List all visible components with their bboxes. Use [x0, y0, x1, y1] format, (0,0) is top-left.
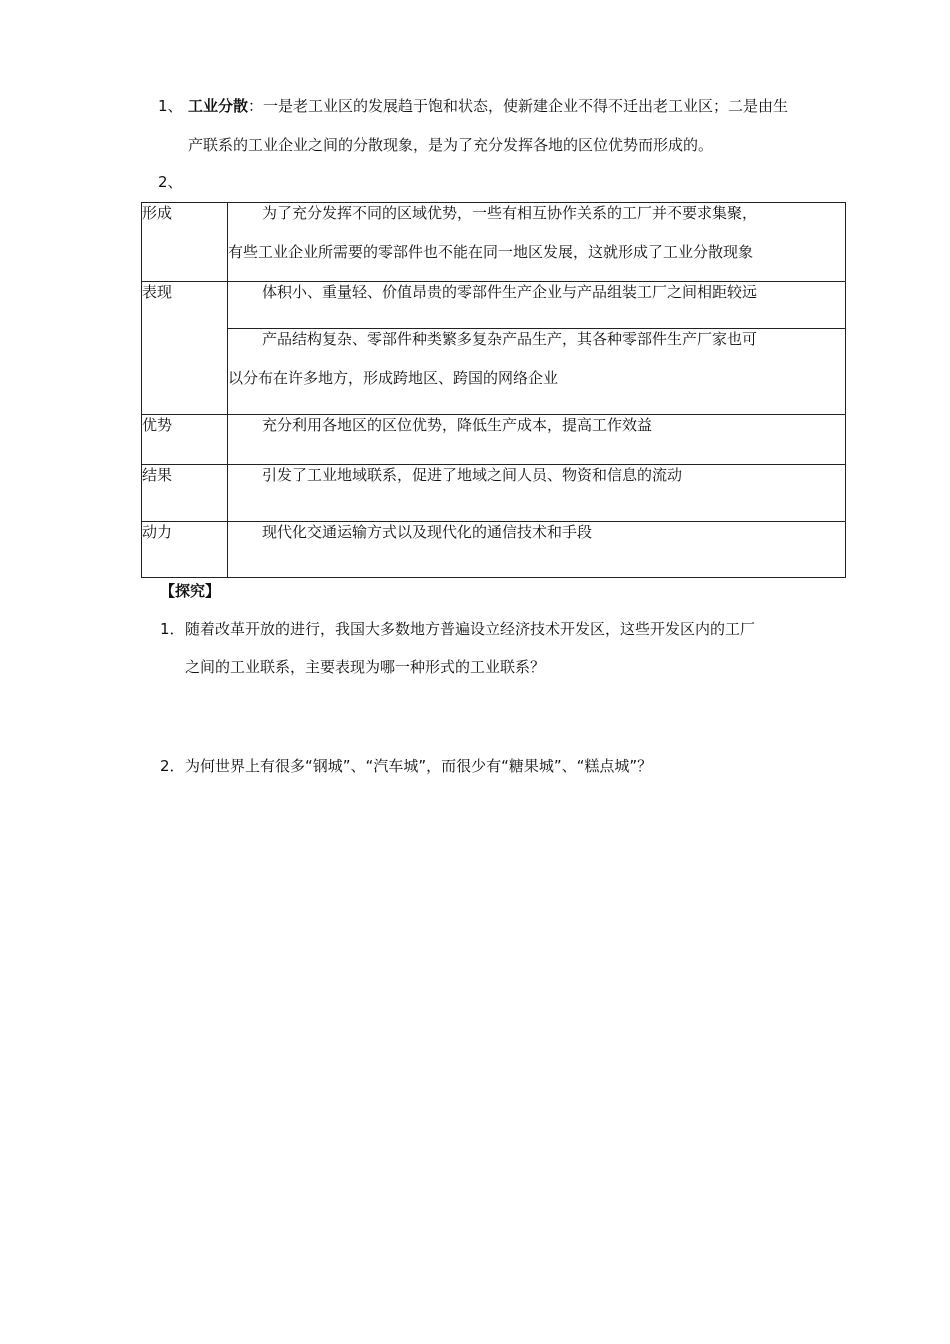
table-row — [142, 522, 846, 578]
content-line: 现代化交通运输方式以及现代化的通信技术和手段 — [262, 523, 593, 541]
row-content — [228, 415, 846, 465]
question-1-line-2: 之间的工业联系，主要表现为哪一种形式的工业联系？ — [185, 658, 546, 676]
table-row — [142, 465, 846, 522]
question-1-line-1: 随着改革开放的进行，我国大多数地方普遍设立经济技术开发区，这些开发区内的工厂 — [185, 620, 756, 638]
content-line: 充分利用各地区的区位优势，降低生产成本，提高工作效益 — [262, 416, 653, 434]
row-label: 动力 — [142, 522, 228, 578]
row-label: 表现 — [142, 282, 228, 415]
row-label: 形成 — [142, 203, 228, 282]
row-label: 结果 — [142, 465, 228, 522]
row-content — [228, 203, 846, 282]
table-row — [142, 282, 846, 329]
table-row — [142, 415, 846, 465]
content-line: 以分布在许多地方，形成跨地区、跨国的网络企业 — [228, 369, 559, 387]
row-content — [228, 522, 846, 578]
content-line: 引发了工业地域联系，促进了地域之间人员、物资和信息的流动 — [262, 466, 683, 484]
row-label: 优势 — [142, 415, 228, 465]
section-1-line-1 — [188, 96, 788, 116]
row-content — [228, 282, 846, 329]
question-2-number: 2． — [160, 757, 185, 775]
section-1-number: 1、 — [158, 97, 183, 115]
table-row — [142, 329, 846, 415]
section-1-text: ：一是老工业区的发展趋于饱和状态，使新建企业不得不迁出老工业区；二是由生 — [248, 97, 789, 115]
row-content — [228, 465, 846, 522]
question-2-text: 为何世界上有很多“钢城”、“汽车城”，而很少有“糖果城”、“糕点城”？ — [185, 757, 653, 775]
content-line: 为了充分发挥不同的区域优势，一些有相互协作关系的工厂并不要求集聚， — [262, 204, 758, 222]
content-line: 体积小、重量轻、价值昂贵的零部件生产企业与产品组装工厂之间相距较远 — [262, 283, 758, 301]
content-line: 产品结构复杂、零部件种类繁多复杂产品生产，其各种零部件生产厂家也可 — [262, 330, 758, 348]
section-1-term: 工业分散 — [188, 97, 249, 115]
explore-heading: 【探究】 — [160, 582, 221, 600]
content-line: 有些工业企业所需要的零部件也不能在同一地区发展，这就形成了工业分散现象 — [228, 243, 754, 261]
question-1-number: 1． — [160, 620, 185, 638]
industrial-dispersion-table — [141, 202, 846, 578]
table-row — [142, 203, 846, 282]
row-content — [228, 329, 846, 415]
section-2-number: 2、 — [158, 173, 183, 191]
section-1-line-2: 产联系的工业企业之间的分散现象，是为了充分发挥各地的区位优势而形成的。 — [188, 136, 714, 154]
